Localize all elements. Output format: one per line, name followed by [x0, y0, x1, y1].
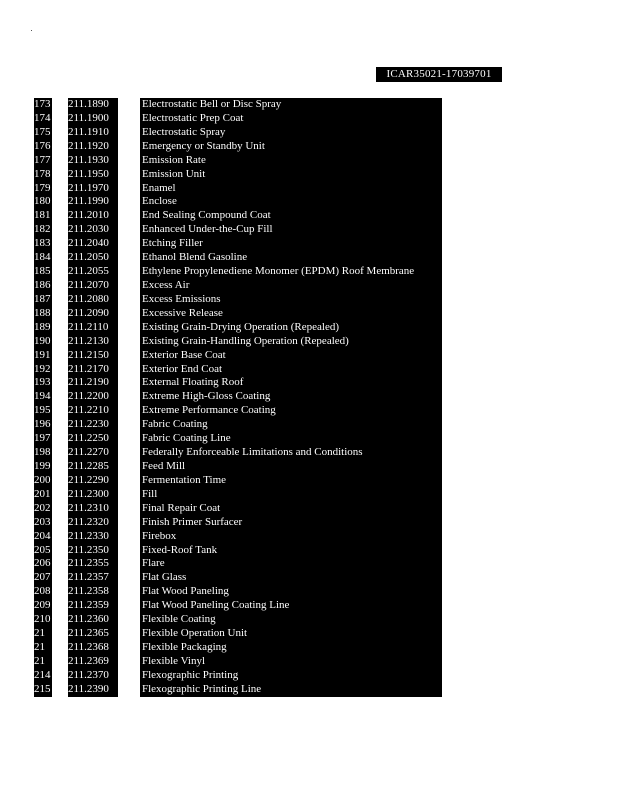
table-row	[0, 641, 618, 655]
term-name: Flat Wood Paneling Coating Line	[140, 599, 442, 613]
section-number: 211.2350	[68, 544, 118, 558]
table-row	[0, 432, 618, 446]
row-number: 187	[34, 292, 51, 305]
row-number: 180	[34, 195, 51, 208]
section-number: 211.2010	[68, 209, 118, 223]
term-name: Excess Emissions	[140, 293, 442, 307]
table-row	[0, 98, 618, 112]
table-row	[0, 321, 618, 335]
term-name: Emergency or Standby Unit	[140, 140, 442, 154]
section-number: 211.2390	[68, 683, 118, 697]
section-number: 211.2050	[68, 251, 118, 265]
term-name: Flexographic Printing Line	[140, 683, 442, 697]
table-row	[0, 195, 618, 209]
row-number: 209	[34, 599, 51, 612]
section-number: 211.1930	[68, 154, 118, 168]
table-row	[0, 488, 618, 502]
row-number: 195	[34, 404, 51, 417]
term-name: Ethanol Blend Gasoline	[140, 251, 442, 265]
section-number: 211.2070	[68, 279, 118, 293]
table-row	[0, 363, 618, 377]
table-row	[0, 599, 618, 613]
term-name: Extreme Performance Coating	[140, 404, 442, 418]
term-name: Excess Air	[140, 279, 442, 293]
term-name: Fill	[140, 488, 442, 502]
term-name: Flexographic Printing	[140, 669, 442, 683]
table-row	[0, 669, 618, 683]
term-name: Exterior End Coat	[140, 363, 442, 377]
term-name: Flat Glass	[140, 571, 442, 585]
row-number: 188	[34, 306, 51, 319]
term-name: Fixed-Roof Tank	[140, 544, 442, 558]
table-row	[0, 571, 618, 585]
section-number: 211.1990	[68, 195, 118, 209]
term-name: Electrostatic Spray	[140, 126, 442, 140]
row-number: 206	[34, 557, 51, 570]
section-number: 211.2170	[68, 363, 118, 377]
table-row	[0, 613, 618, 627]
row-number: 208	[34, 585, 51, 598]
row-number: 21	[34, 627, 52, 641]
row-number: 178	[34, 167, 51, 180]
row-number: 190	[34, 334, 51, 347]
section-number: 211.2310	[68, 502, 118, 516]
row-number: 194	[34, 390, 51, 403]
term-name: End Sealing Compound Coat	[140, 209, 442, 223]
table-row	[0, 627, 618, 641]
table-row	[0, 376, 618, 390]
row-number: 215	[34, 682, 51, 695]
section-number: 211.2200	[68, 390, 118, 404]
row-number: 189	[34, 320, 51, 333]
term-name: External Floating Roof	[140, 376, 442, 390]
term-name: Final Repair Coat	[140, 502, 442, 516]
term-name: Existing Grain-Handling Operation (Repealed)	[140, 335, 442, 349]
row-number: 179	[34, 181, 51, 194]
row-number: 176	[34, 139, 51, 152]
section-number: 211.2330	[68, 530, 118, 544]
section-number: 211.2355	[68, 557, 118, 571]
row-number: 185	[34, 265, 51, 278]
scan-speck	[31, 30, 32, 31]
section-number: 211.2320	[68, 516, 118, 530]
table-row	[0, 279, 618, 293]
section-number: 211.2285	[68, 460, 118, 474]
section-number: 211.1890	[68, 98, 118, 112]
row-number: 186	[34, 278, 51, 291]
term-name: Extreme High-Gloss Coating	[140, 390, 442, 404]
section-number: 211.2055	[68, 265, 118, 279]
section-number: 211.2130	[68, 335, 118, 349]
table-row	[0, 251, 618, 265]
term-name: Flexible Operation Unit	[140, 627, 442, 641]
term-name: Electrostatic Prep Coat	[140, 112, 442, 126]
term-name: Finish Primer Surfacer	[140, 516, 442, 530]
term-name: Fabric Coating	[140, 418, 442, 432]
section-number: 211.2370	[68, 669, 118, 683]
table-row	[0, 460, 618, 474]
table-row	[0, 585, 618, 599]
row-number: 198	[34, 446, 51, 459]
table-row	[0, 293, 618, 307]
section-number: 211.2368	[68, 641, 118, 655]
row-number: 191	[34, 348, 51, 361]
section-number: 211.2358	[68, 585, 118, 599]
term-name: Flexible Vinyl	[140, 655, 442, 669]
term-name: Fermentation Time	[140, 474, 442, 488]
row-number: 173	[34, 98, 51, 110]
table-row	[0, 557, 618, 571]
term-name: Excessive Release	[140, 307, 442, 321]
term-name: Enclose	[140, 195, 442, 209]
row-number: 201	[34, 487, 51, 500]
table-row	[0, 140, 618, 154]
table-row	[0, 168, 618, 182]
term-name: Flexible Coating	[140, 613, 442, 627]
section-number: 211.2365	[68, 627, 118, 641]
row-number: 199	[34, 459, 51, 472]
term-name: Feed Mill	[140, 460, 442, 474]
row-number: 197	[34, 432, 51, 445]
row-number: 203	[34, 515, 51, 528]
term-name: Emission Rate	[140, 154, 442, 168]
section-number: 211.1920	[68, 140, 118, 154]
table-row	[0, 112, 618, 126]
table-row	[0, 530, 618, 544]
row-number: 204	[34, 529, 51, 542]
section-number: 211.2357	[68, 571, 118, 585]
section-number: 211.2369	[68, 655, 118, 669]
row-number: 183	[34, 237, 51, 250]
table-row	[0, 223, 618, 237]
term-name: Flexible Packaging	[140, 641, 442, 655]
section-number: 211.2300	[68, 488, 118, 502]
row-number: 210	[34, 613, 51, 626]
section-number: 211.1900	[68, 112, 118, 126]
section-number: 211.2080	[68, 293, 118, 307]
section-number: 211.2150	[68, 349, 118, 363]
section-number: 211.2360	[68, 613, 118, 627]
table-row	[0, 335, 618, 349]
section-number: 211.2210	[68, 404, 118, 418]
term-name: Enamel	[140, 182, 442, 196]
row-number: 181	[34, 209, 51, 222]
section-number: 211.2090	[68, 307, 118, 321]
section-number: 211.1910	[68, 126, 118, 140]
section-number: 211.1970	[68, 182, 118, 196]
term-name: Federally Enforceable Limitations and Conditions	[140, 446, 442, 460]
table-row	[0, 349, 618, 363]
table-row	[0, 404, 618, 418]
document-id: ICAR35021-17039701	[376, 67, 502, 82]
table-row	[0, 126, 618, 140]
term-name: Electrostatic Bell or Disc Spray	[140, 98, 442, 112]
row-number: 207	[34, 571, 51, 584]
section-number: 211.2270	[68, 446, 118, 460]
table-row	[0, 446, 618, 460]
section-number: 211.2190	[68, 376, 118, 390]
row-number: 214	[34, 668, 51, 681]
row-number: 202	[34, 501, 51, 514]
section-number: 211.2250	[68, 432, 118, 446]
row-number: 184	[34, 251, 51, 264]
section-number: 211.2290	[68, 474, 118, 488]
table-row	[0, 683, 618, 697]
section-number: 211.2110	[68, 321, 118, 335]
table-row	[0, 474, 618, 488]
row-number: 21	[34, 641, 52, 655]
table-row	[0, 182, 618, 196]
row-number: 182	[34, 223, 51, 236]
table-row	[0, 390, 618, 404]
section-number: 211.1950	[68, 168, 118, 182]
row-number: 21	[34, 655, 52, 669]
term-name: Emission Unit	[140, 168, 442, 182]
table-row	[0, 516, 618, 530]
term-name: Ethylene Propylenediene Monomer (EPDM) Roof Membrane	[140, 265, 442, 279]
table-row	[0, 502, 618, 516]
row-number: 177	[34, 153, 51, 166]
row-number: 200	[34, 473, 51, 486]
row-number: 196	[34, 418, 51, 431]
table-row	[0, 418, 618, 432]
table-row	[0, 307, 618, 321]
term-name: Etching Filler	[140, 237, 442, 251]
term-name: Flare	[140, 557, 442, 571]
term-name: Fabric Coating Line	[140, 432, 442, 446]
definitions-table	[0, 98, 618, 697]
term-name: Firebox	[140, 530, 442, 544]
table-row	[0, 154, 618, 168]
table-row	[0, 544, 618, 558]
row-number: 192	[34, 362, 51, 375]
table-row	[0, 237, 618, 251]
row-number: 175	[34, 125, 51, 138]
table-row	[0, 265, 618, 279]
term-name: Flat Wood Paneling	[140, 585, 442, 599]
row-number: 174	[34, 111, 51, 124]
row-number: 205	[34, 543, 51, 556]
section-number: 211.2230	[68, 418, 118, 432]
term-name: Existing Grain-Drying Operation (Repealed)	[140, 321, 442, 335]
row-number: 193	[34, 376, 51, 389]
term-name: Enhanced Under-the-Cup Fill	[140, 223, 442, 237]
section-number: 211.2040	[68, 237, 118, 251]
section-number: 211.2030	[68, 223, 118, 237]
section-number: 211.2359	[68, 599, 118, 613]
term-name: Exterior Base Coat	[140, 349, 442, 363]
table-row	[0, 655, 618, 669]
table-row	[0, 209, 618, 223]
